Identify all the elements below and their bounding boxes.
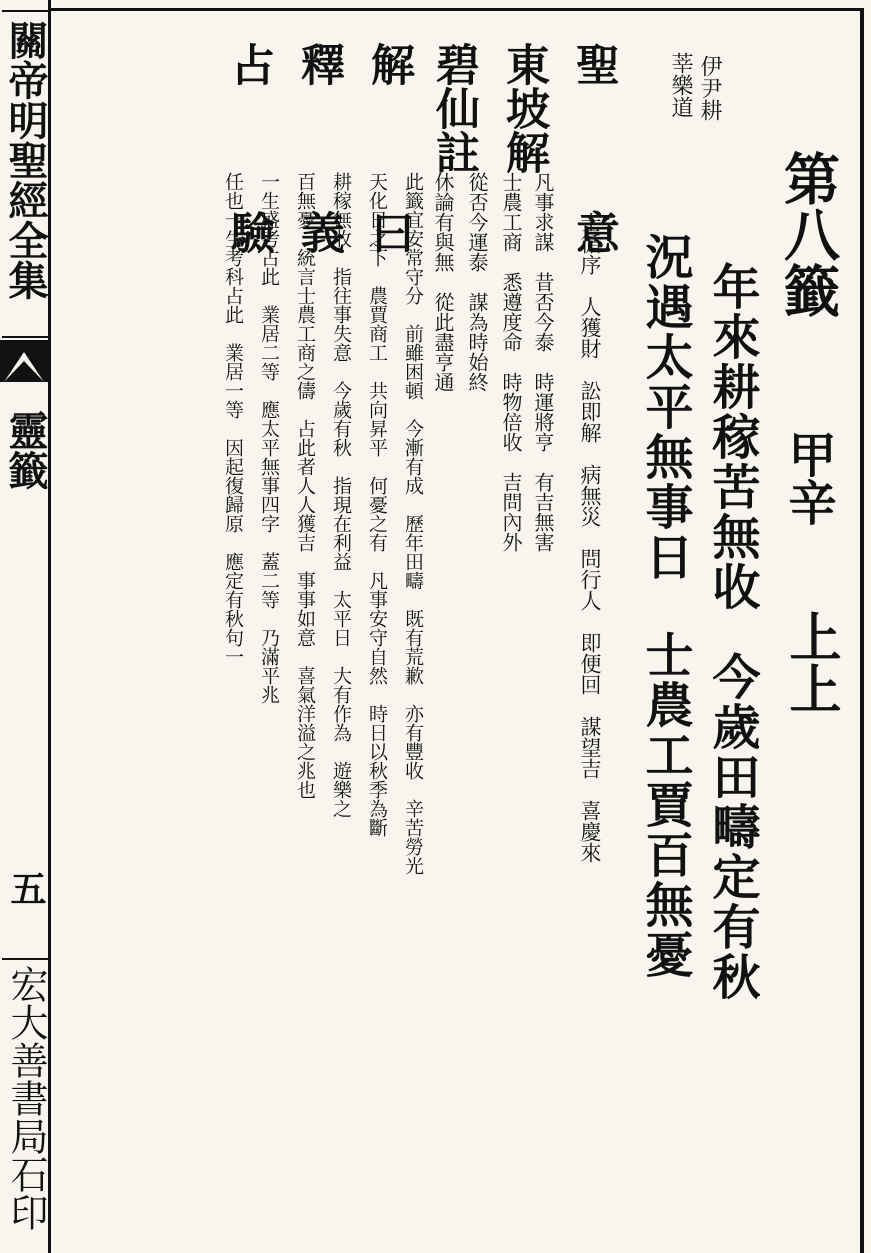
section-title: 靈籤 bbox=[2, 410, 49, 490]
frame-top-border bbox=[48, 8, 863, 11]
text-divination-1: 一生盛考占此 業居二等 應太平無事四字 蓋二等 乃滿平兆 bbox=[258, 172, 280, 704]
annotation-line-2: 莘樂道 bbox=[668, 52, 693, 118]
slip-number: 第八籤 bbox=[775, 150, 841, 318]
poem-line-4: 士農工賈百無憂 bbox=[637, 630, 693, 980]
annotation-line-1: 伊尹耕 bbox=[697, 55, 722, 121]
poem-line-3: 今歲田疇定有秋 bbox=[704, 652, 760, 1002]
margin-mid-rule bbox=[2, 336, 48, 338]
text-bixian-2: 休論有與無 從此盡亨通 bbox=[431, 172, 455, 392]
text-interpretation-1: 耕稼無收 指往事失意 今歲有秋 指現在利益 太平日 大有作為 遊樂之 bbox=[330, 172, 352, 818]
margin-top-rule bbox=[2, 10, 48, 12]
label-divination-result: 占 驗 bbox=[223, 42, 274, 294]
text-dongpo-2: 士農工商 悉遵度命 時物倍收 吉問內外 bbox=[499, 172, 523, 552]
label-bixian-commentary: 碧仙註 bbox=[428, 42, 479, 174]
poem-line-2: 況遇太平無事日 bbox=[637, 232, 693, 582]
label-interpretation: 釋 義 bbox=[293, 42, 344, 294]
text-bixian-1: 從否今運泰 謀為時始終 bbox=[465, 172, 489, 392]
label-explanation: 解 曰 bbox=[363, 42, 414, 294]
label-dongpo-explanation: 東坡解 bbox=[498, 42, 549, 174]
text-explanation-2: 天化日之下 農賈商工 共向昇平 何憂之有 凡事安守自然 時日以秋季為斷 bbox=[366, 172, 388, 837]
label-sacred-meaning: 聖 意 bbox=[568, 42, 619, 294]
text-interpretation-2: 百無憂 統言士農工商之儔 占此者人人獲吉 事事如意 喜氣洋溢之兆也 bbox=[294, 172, 316, 799]
book-title: 關帝明聖經全集 bbox=[2, 20, 49, 300]
text-dongpo-1: 凡事求謀 昔否今泰 時運將亨 有吉無害 bbox=[531, 172, 555, 552]
slip-stem: 甲辛 bbox=[780, 430, 836, 526]
text-divination-2: 任也一生考科占此 業居一等 因起復歸原 應定有秋句一 bbox=[222, 172, 244, 666]
page-number: 五 bbox=[5, 870, 47, 906]
margin-bottom-rule bbox=[2, 958, 48, 960]
text-sacred-meaning: 士循序 人獲財 訟即解 病無災 問行人 即便回 謀望吉 喜慶來 bbox=[578, 212, 602, 863]
poem-line-1: 年來耕稼苦無收 bbox=[704, 262, 760, 612]
text-explanation-1: 此籤宜安常守分 前雖困頓 今漸有成 歷年田疇 既有荒歉 亦有豐收 辛苦勞光 bbox=[402, 172, 424, 875]
publisher-name: 宏大善書局石印 bbox=[4, 965, 48, 1231]
frame-right-border bbox=[860, 8, 864, 1253]
slip-grade: 上上 bbox=[780, 610, 841, 714]
